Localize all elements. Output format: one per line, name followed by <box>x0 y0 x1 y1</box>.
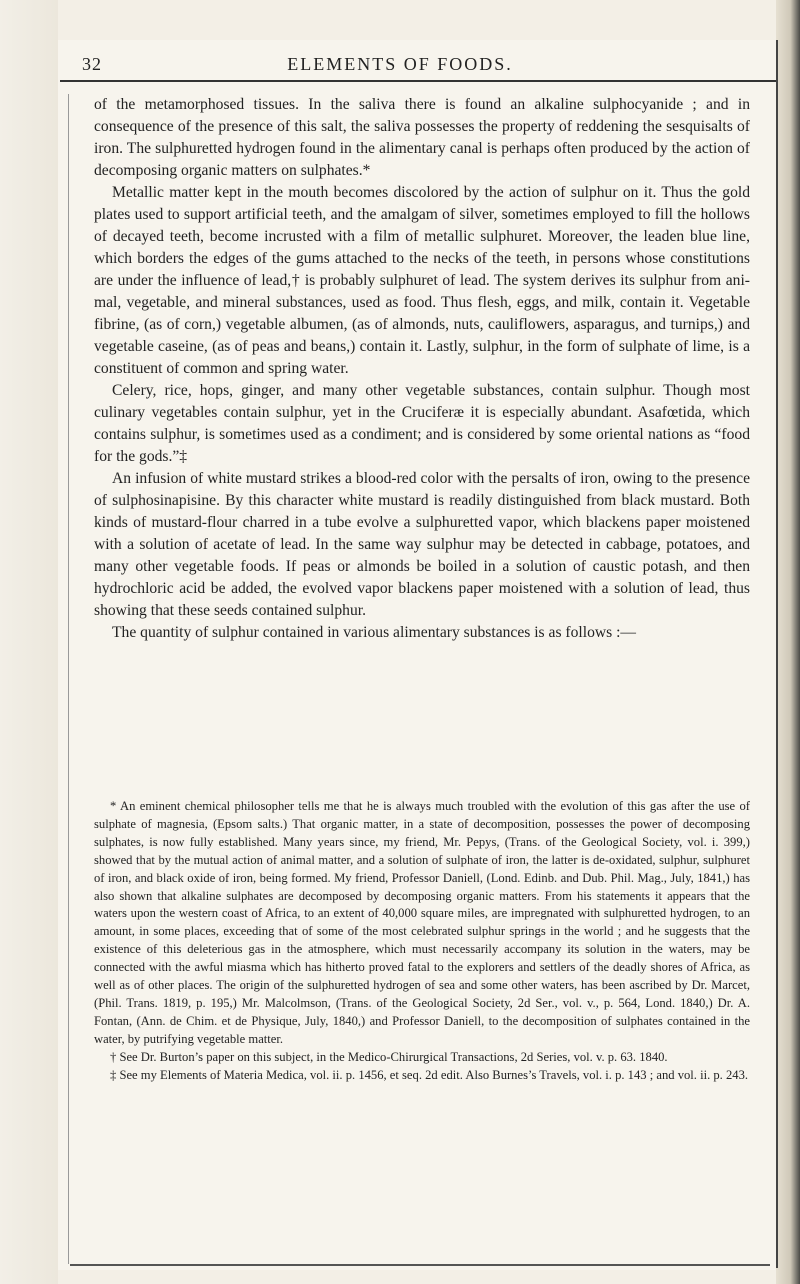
footnotes <box>94 798 750 1085</box>
footnote-2: † See Dr. Burton’s paper on this subject, in the Medico-Chirurgical Transactions, 2d Series, vol. v. p. 63. 1840. <box>110 1049 668 1064</box>
running-title: ELEMENTS OF FOODS. <box>287 54 513 74</box>
header-rule <box>60 80 776 82</box>
right-border-rule <box>776 40 778 1268</box>
paragraph-1: of the metamorphosed tissues. In the saliva there is found an alkaline sulphocyanide ; and in consequence of the presence of this salt, the saliva possesses the property of reddening the sesquisalts of iron. The sulphuretted hydrogen found in the alimentary canal is perhaps often produced by the action of decomposing organic matters on sulphates.* <box>94 96 750 179</box>
page-number: 32 <box>82 54 102 74</box>
paragraph-2: Metallic matter kept in the mouth becomes discolored by the action of sulphur on it. Thus the gold plates used to support artificial teeth, and the amalgam of silver, sometimes employed to fill the hollows of decayed teeth, become incrusted with a film of metallic sulphuret. Moreover, the leaden blue line, which borders the edges of the gums attached to the necks of the teeth, in persons whose constitutions are under the influence of lead,† is probably sulphuret of lead. The system derives its sulphur from animal, vegetable, and mineral substances, used as food. Thus flesh, eggs, and milk, contain it. Vegetable fibrine, (as of corn,) vegetable albumen, (as of almonds, nuts, cauliflowers, asparagus, and turnips,) and vegetable caseine, (as of peas and beans,) contain it. Lastly, sulphur, in the form of sulphate of lime, is a constituent of common and spring water. <box>94 184 750 377</box>
left-border-rule <box>68 94 69 1264</box>
footnote-1: * An eminent chemical philosopher tells me that he is always much troubled with the evolution of this gas after the use of sulphate of magnesia, (Epsom salts.) That organic matter, in a state of decomposition, possesses the power of decomposing sulphates, is now fully established. Many years since, my friend, Mr. Pepys, (Trans. of the Geological Society, vol. i. 399,) showed that by the mutual action of animal matter, and a solution of sulphate of iron, the latter is de-oxidated, sulphur, sulphuret of iron, and black oxide of iron, being formed. My friend, Professor Daniell, (Lond. Edinb. and Dub. Phil. Mag., July, 1841,) has also shown that alkaline sulphates are decomposed by decomposing organic matters. From his statements it appears that the waters upon the western coast of Africa, to an extent of 40,000 square miles, are impregnated with sulphuretted hydrogen, to an amount, in some places, exceeding that of some of the most celebrated sulphur springs in the world ; and he suggests that the existence of this deleterious gas in the atmosphere, which must necessarily accompany its solution in the waters, may be connected with the awful miasma which has hitherto proved fatal to the explorers and settlers of the deadly shores of Africa, as well as of other places. The origin of the sulphuretted hydrogen of sea and some other waters, has been ascribed by Dr. Marcet, (Phil. Trans. 1819, p. 195,) Mr. Malcolmson, (Trans. of the Geological Society, 2d Ser., vol. v., p. 564, Lond. 1840,) Dr. A. Fontan, (Ann. de Chim. et de Physique, July, 1840,) and Professor Daniell, to the decomposition of sulphates contained in the water, by putrifying vegetable matter. <box>94 799 750 1046</box>
paragraph-5: The quantity of sulphur contained in various alimentary substances is as follows :— <box>112 624 637 641</box>
footnote-3: ‡ See my Elements of Materia Medica, vol. ii. p. 1456, et seq. 2d edit. Also Burnes’s Travels, vol. i. p. 143 ; and vol. ii. p. 243. <box>110 1067 749 1082</box>
bottom-rule <box>70 1264 770 1266</box>
paragraph-4: An infusion of white mustard strikes a blood-red color with the persalts of iron, owing to the presence of sulphosinapisine. By this character white mustard is readily distinguished from black mustard. Both kinds of mustard-flour charred in a tube evolve a sulphuretted vapor, which blackens paper moistened with a solution of acetate of lead. In the same way sulphur may be detected in cabbage, potatoes, and many other vegetable foods. If peas or almonds be boiled in a solution of caustic potash, and then hydrochloric acid be added, the evolved vapor blackens paper moistened with a solution of lead, thus showing that these seeds contained sulphur. <box>94 470 750 619</box>
page-left-margin <box>0 0 58 1284</box>
paragraph-3: Celery, rice, hops, ginger, and many other vegetable substances, contain sulphur. Though most culinary vegetables contain sulphur, yet in the Cruciferæ it is especially abundant. Asafœtida, which contains sulphur, is sometimes used as a condiment; and is considered by some oriental nations as “food for the gods.”‡ <box>94 382 750 465</box>
body-text <box>94 94 750 644</box>
page-edge-shadow <box>776 0 800 1284</box>
